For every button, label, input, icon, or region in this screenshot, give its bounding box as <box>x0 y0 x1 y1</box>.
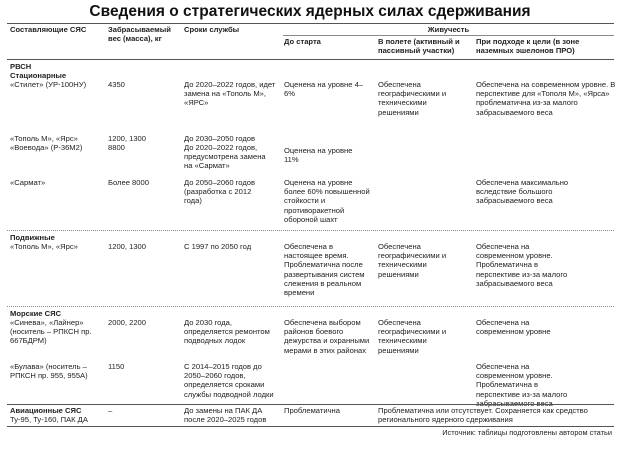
row-bulava-weight: 1150 <box>108 362 125 371</box>
row-sineva-name: «Синева», «Лайнер» (носитель – РПКСН пр. 667БДРМ) <box>10 318 92 346</box>
subsection-mobile: Подвижные <box>10 233 55 242</box>
row-voevoda-launch: Оценена на уровне 11% <box>284 146 353 165</box>
row-bulava-service: С 2014–2015 годов до 2050–2060 годов, определяется сроками службы подводной лодки <box>184 362 274 399</box>
row-voevoda-name: «Воевода» (Р-36М2) <box>10 143 83 152</box>
row-topol-mob-service: С 1997 по 2050 год <box>184 242 252 251</box>
row-sineva-flight: Обеспечена географическими и техническими решениями <box>378 318 447 355</box>
row-topol-mob-name: «Тополь М», «Ярс» <box>10 242 78 251</box>
row-topol-mob-approach: Обеспечена на современном уровне. Проблематична в перспективе из-за малого забрасываемого веса <box>476 242 568 288</box>
row-sineva-service: До 2030 года, определяется ремонтом подводных лодок <box>184 318 270 346</box>
header-survival: Живучесть <box>427 25 470 34</box>
row-separator <box>7 404 614 405</box>
row-stilet-service: До 2020–2022 годов, идет замена на «Тополь М», «ЯРС» <box>184 80 276 108</box>
row-sarmat-name: «Сармат» <box>10 178 46 187</box>
section-naval: Морские СЯС <box>10 309 62 318</box>
header-components: Составляющие СЯС <box>10 25 87 34</box>
row-separator <box>7 230 614 231</box>
header-top-rule <box>7 23 614 24</box>
row-topol-st-service: До 2030–2050 годов <box>184 134 256 143</box>
row-sarmat-approach: Обеспечена максимально вследствие большого забрасываемого веса <box>476 178 569 206</box>
section-aviation: Авиационные СЯС <box>10 406 82 415</box>
header-weight: Забрасываемый вес (масса), кг <box>108 25 171 43</box>
row-aviation-service: До замены на ПАК ДА после 2020–2025 годов <box>184 406 267 425</box>
row-sineva-approach: Обеспечена на современном уровне <box>476 318 551 337</box>
header-bottom-rule <box>7 59 614 60</box>
row-sarmat-weight: Более 8000 <box>108 178 149 187</box>
row-topol-st-weight: 1200, 1300 <box>108 134 147 143</box>
header-in-flight: В полете (активный и пассивный участки) <box>378 37 460 55</box>
table-bottom-rule <box>7 426 614 427</box>
header-approach: При подходе к цели (в зоне наземных эшелонов ПРО) <box>476 37 580 55</box>
row-separator <box>7 306 614 307</box>
row-voevoda-weight: 8800 <box>108 143 125 152</box>
row-sarmat-launch: Оценена на уровне более 60% повышенной стойкости и противоракетной обороной шахт <box>284 178 370 224</box>
row-bulava-name: «Булава» (носитель – РПКСН пр. 955, 955А) <box>10 362 88 381</box>
row-stilet-name: «Стилет» (УР-100НУ) <box>10 80 87 89</box>
row-aviation-name: Ту-95, Ту-160, ПАК ДА <box>10 415 88 424</box>
row-stilet-launch: Оценена на уровне 4–6% <box>284 80 364 99</box>
header-service-life: Сроки службы <box>184 25 240 34</box>
row-stilet-approach: Обеспечена на современном уровне. В перспективе для «Тополя М», «Ярса» проблематична из-за малого забрасываемого веса <box>476 80 616 117</box>
row-topol-mob-weight: 1200, 1300 <box>108 242 147 251</box>
page-title: Сведения о стратегических ядерных силах сдерживания <box>89 3 531 20</box>
row-aviation-survival: Проблематична или отсутствует. Сохраняется как средство регионального ядерного сдерживания <box>378 406 588 425</box>
row-topol-mob-launch: Обеспечена в настоящее время. Проблематична после развертывания систем слежения в реальном времени <box>284 242 365 298</box>
row-sineva-launch: Обеспечена выбором районов боевого дежурства и охранными мерами в этих районах <box>284 318 370 355</box>
row-sarmat-service: До 2050–2060 годов (разработка с 2012 года) <box>184 178 256 206</box>
source-note: Источник: таблицы подготовлены автором статьи <box>442 428 612 437</box>
row-aviation-launch: Проблематична <box>284 406 340 415</box>
row-stilet-weight: 4350 <box>108 80 125 89</box>
subsection-stationary: Стационарные <box>10 71 67 80</box>
section-rvsn: РВСН <box>10 62 32 71</box>
row-topol-st-name: «Тополь М», «Ярс» <box>10 134 78 143</box>
header-before-launch: До старта <box>284 37 321 46</box>
row-bulava-approach: Обеспечена на современном уровне. Проблематична в перспективе из-за малого <box>476 362 568 399</box>
row-sineva-weight: 2000, 2200 <box>108 318 147 327</box>
row-aviation-weight: – <box>108 406 113 415</box>
survival-group-rule <box>283 35 614 36</box>
row-topol-mob-flight: Обеспечена географическими и техническими решениями <box>378 242 447 279</box>
row-stilet-flight: Обеспечена географическими и техническими решениями <box>378 80 447 117</box>
row-voevoda-service: До 2020–2022 годов, предусмотрена замена на «Сармат» <box>184 143 266 171</box>
